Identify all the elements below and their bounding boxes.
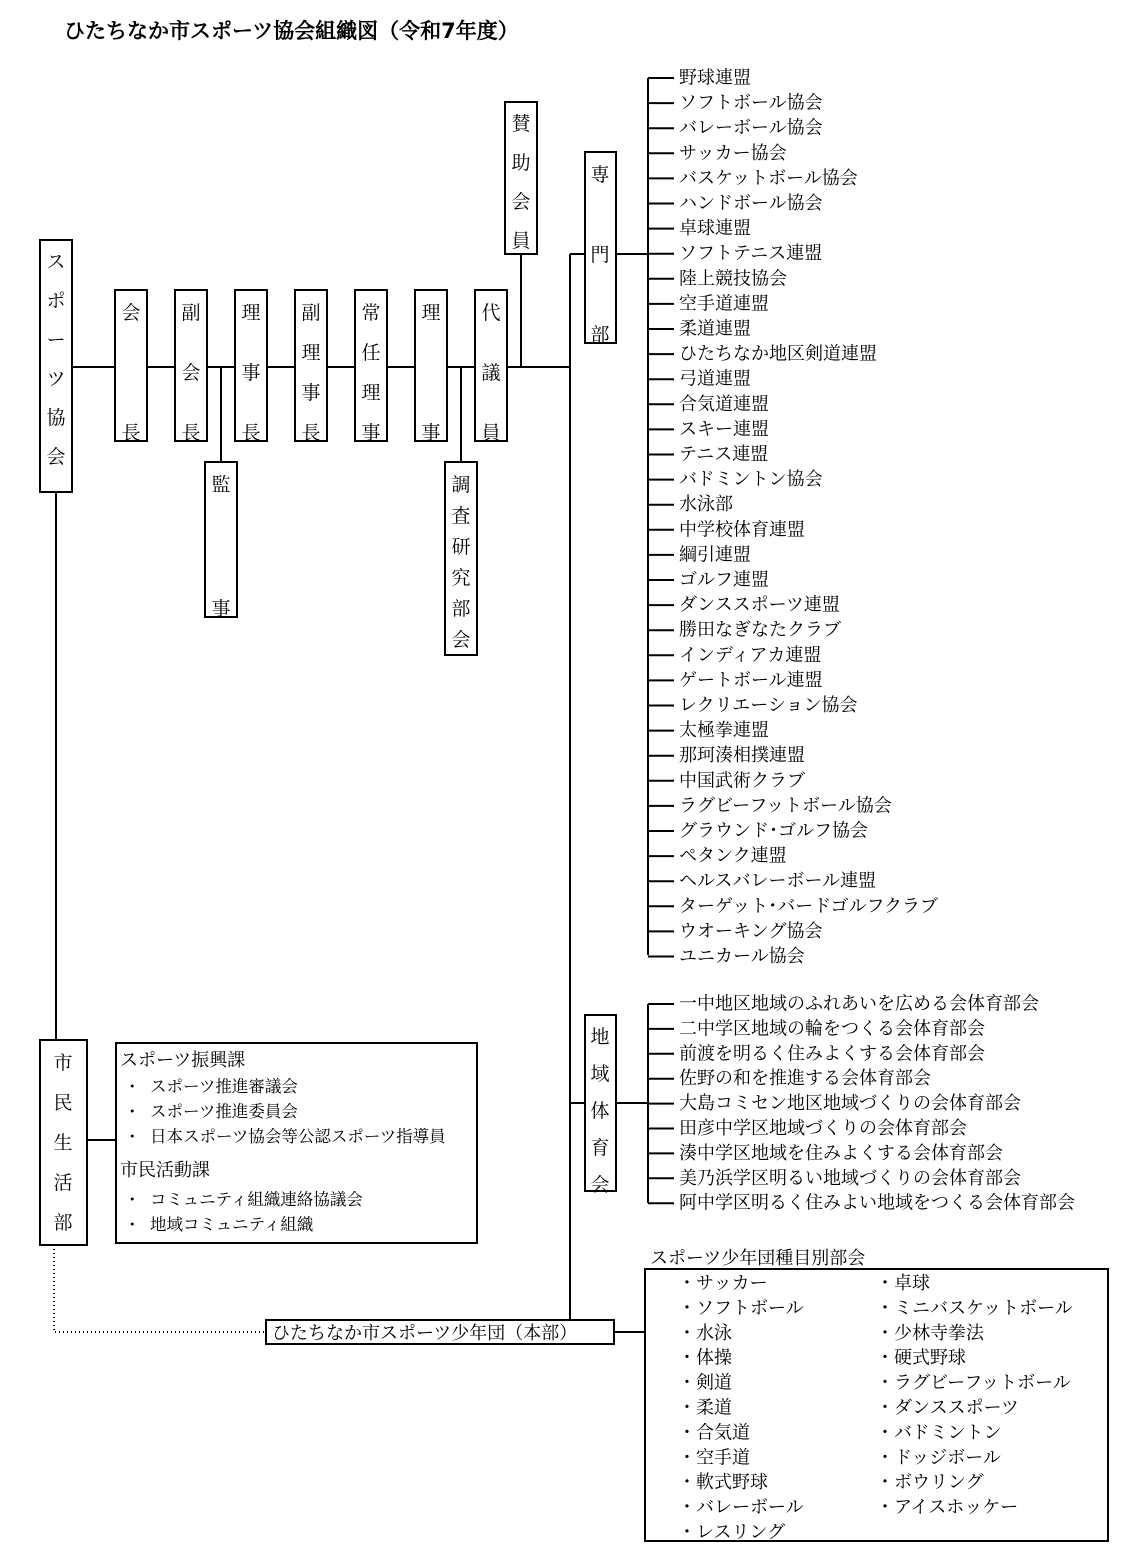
delegate-label: [481, 302, 500, 444]
regional-item: 美乃浜学区明るい地域づくりの会体育部会: [679, 1167, 1021, 1189]
research-committee-box: [445, 462, 477, 655]
specialty-item: ゲートボール連盟: [679, 669, 823, 691]
director-general-box: [235, 290, 267, 444]
specialty-item: レクリエーション協会: [679, 695, 858, 716]
specialty-item: 水泳部: [679, 494, 733, 516]
label-char: 任: [361, 342, 381, 364]
citizen-dept-box: [40, 1040, 87, 1245]
auditor-box: [205, 462, 237, 620]
label-char: 長: [121, 422, 141, 444]
director-box: [415, 290, 447, 444]
association-box: [40, 240, 72, 492]
vice-chairman-label: [181, 302, 200, 444]
label-char: 長: [181, 422, 201, 444]
specialty-item: 空手道連盟: [679, 293, 769, 315]
label-char: 長: [241, 422, 261, 444]
regional-list: [679, 994, 1075, 1214]
youth-sport-item: ・空手道: [678, 1447, 750, 1469]
label-char: ス: [46, 251, 66, 273]
specialty-item: サッカー協会: [679, 142, 787, 164]
bullet: ・: [124, 1190, 141, 1209]
vice-director-general-box: [295, 290, 327, 444]
regional-ticks: [648, 1004, 674, 1203]
label-char: 協: [46, 407, 66, 429]
regional-item: 二中学区地域の輪をつくる会体育部会: [679, 1018, 985, 1040]
vice-chairman-box: [175, 290, 207, 444]
specialty-item: 那珂湊相撲連盟: [679, 745, 805, 767]
youth-sport-item: ・ボウリング: [876, 1472, 984, 1494]
label-char: 事: [301, 382, 321, 404]
specialty-item: ラグビーフットボール協会: [679, 795, 892, 817]
specialty-item: ゴルフ連盟: [679, 569, 769, 591]
label-char: 常: [361, 302, 381, 324]
youth-sport-item: ・ラグビーフットボール: [876, 1372, 1071, 1394]
youth-sport-item: ・アイスホッケー: [876, 1497, 1019, 1519]
youth-sport-item: ・少林寺拳法: [876, 1322, 984, 1344]
specialty-item: バスケットボール協会: [679, 167, 858, 189]
youth-sport-item: ・軟式野球: [678, 1472, 768, 1494]
label-char: 調: [451, 474, 471, 496]
label-char: ポ: [46, 290, 66, 312]
chairman-box: [115, 290, 147, 444]
bullet: ・: [124, 1077, 141, 1096]
specialty-item: ペタンク連盟: [679, 845, 787, 867]
label-char: 監: [211, 474, 231, 496]
regional-item: 田彦中学区地域づくりの会体育部会: [679, 1118, 967, 1139]
label-char: 会: [511, 191, 531, 213]
bullet: ・: [124, 1215, 141, 1234]
specialty-item: 卓球連盟: [679, 218, 751, 240]
label-char: 会: [181, 362, 201, 384]
youth-hq-label: ひたちなか市スポーツ少年団（本部）: [272, 1323, 578, 1344]
specialty-item: ダンススポーツ連盟: [679, 594, 840, 616]
label-char: 事: [421, 422, 441, 444]
youth-sport-item: ・合気道: [678, 1422, 750, 1444]
label-char: 民: [53, 1092, 73, 1114]
youth-sport-item: ・剣道: [678, 1372, 732, 1394]
specialty-item: 綱引連盟: [679, 544, 751, 566]
label-char: 理: [361, 382, 381, 404]
label-char: 理: [421, 302, 441, 324]
label-char: 地: [590, 1026, 610, 1048]
specialty-item: ハンドボール協会: [679, 193, 823, 214]
youth-section-title: スポーツ少年団種目別部会: [650, 1248, 866, 1269]
delegate-box: [475, 290, 507, 444]
label-char: 助: [511, 152, 531, 174]
sports-division-item: 日本スポーツ協会等公認スポーツ指導員: [150, 1127, 446, 1146]
regional-item: 湊中学区地域を住みよくする会体育部会: [679, 1142, 1003, 1164]
specialty-list: [679, 68, 938, 968]
specialty-item: グラウンド･ゴルフ協会: [679, 820, 868, 842]
specialty-item: ひたちなか地区剣道連盟: [679, 343, 877, 365]
civic-division-title: 市民活動課: [120, 1160, 210, 1181]
label-char: 理: [301, 342, 321, 364]
supporting-member-box: [505, 102, 537, 254]
sports-division-title: スポーツ振興課: [120, 1050, 246, 1071]
specialty-item: ヘルスバレーボール連盟: [679, 870, 877, 892]
label-char: 賛: [511, 113, 531, 135]
youth-sport-item: ・体操: [678, 1347, 732, 1369]
label-char: 議: [481, 362, 501, 384]
label-char: 会: [46, 446, 66, 468]
youth-sport-item: ・サッカー: [678, 1273, 768, 1294]
youth-sport-item: ・ミニバスケットボール: [876, 1297, 1073, 1319]
label-char: ー: [46, 329, 66, 351]
label-char: 員: [511, 230, 531, 252]
label-char: 体: [590, 1100, 610, 1122]
youth-sport-item: ・バドミントン: [876, 1422, 1002, 1444]
youth-sport-item: ・水泳: [678, 1322, 732, 1344]
label-char: 域: [590, 1063, 610, 1085]
standing-director-box: [355, 290, 387, 444]
label-char: 理: [241, 302, 261, 324]
label-char: ツ: [46, 368, 66, 390]
label-char: 市: [53, 1052, 73, 1074]
bullet: ・: [124, 1102, 141, 1121]
specialty-item: ユニカール協会: [679, 946, 805, 967]
specialty-item: ソフトテニス連盟: [679, 243, 823, 265]
label-char: 部: [53, 1212, 73, 1234]
label-char: 研: [451, 536, 471, 558]
youth-hq-box: [266, 1320, 614, 1344]
regional-box: [585, 1015, 616, 1196]
youth-sport-item: ・ダンススポーツ: [876, 1397, 1019, 1419]
label-char: 活: [53, 1172, 73, 1194]
specialty-item: テニス連盟: [679, 444, 769, 465]
civic-division-item: コミュニティ組織連絡協議会: [150, 1190, 363, 1209]
youth-sport-item: ・卓球: [876, 1273, 930, 1294]
label-char: 部: [590, 324, 610, 346]
youth-sport-item: ・硬式野球: [876, 1347, 966, 1369]
specialty-item: 中国武術クラブ: [679, 770, 805, 792]
specialty-item: 弓道連盟: [679, 368, 751, 390]
divisions-panel: [116, 1043, 477, 1243]
label-char: 会: [451, 629, 471, 651]
label-char: 会: [121, 302, 141, 324]
specialty-item: インディアカ連盟: [679, 644, 822, 666]
regional-item: 一中地区地域のふれあいを広める会体育部会: [679, 993, 1039, 1015]
specialty-item: スキー連盟: [679, 418, 769, 440]
label-char: 副: [301, 302, 321, 324]
label-char: 長: [301, 422, 321, 444]
regional-item: 阿中学区明るく住みよい地域をつくる会体育部会: [679, 1192, 1075, 1214]
specialty-item: 太極拳連盟: [679, 720, 769, 742]
label-char: 生: [53, 1132, 73, 1154]
specialty-item: バドミントン協会: [679, 469, 823, 491]
sports-division-item: スポーツ推進委員会: [150, 1102, 298, 1121]
civic-division-item: 地域コミュニティ組織: [150, 1215, 314, 1234]
label-char: 副: [181, 302, 201, 324]
director-general-label: [241, 302, 260, 444]
label-char: 代: [481, 302, 501, 324]
youth-sport-item: ・ソフトボール: [678, 1297, 804, 1319]
youth-sport-item: ・バレーボール: [678, 1497, 804, 1519]
specialty-item: ソフトボール協会: [679, 92, 823, 114]
specialty-item: 勝田なぎなたクラブ: [679, 619, 841, 641]
label-char: 員: [481, 422, 501, 444]
specialty-item: 野球連盟: [679, 67, 751, 89]
specialty-item: バレーボール協会: [679, 117, 823, 139]
specialty-item: 合気道連盟: [679, 393, 769, 415]
youth-sport-item: ・ドッジボール: [876, 1447, 1001, 1469]
specialty-item: 中学校体育連盟: [679, 519, 805, 541]
specialty-item: ターゲット･バードゴルフクラブ: [679, 895, 939, 917]
sports-division-item: スポーツ推進審議会: [150, 1077, 298, 1096]
label-char: 事: [211, 598, 231, 620]
label-char: 部: [451, 598, 471, 620]
label-char: 育: [590, 1137, 610, 1159]
youth-sport-item: ・レスリング: [678, 1522, 786, 1543]
regional-item: 大島コミセン地区地域づくりの会体育部会: [679, 1093, 1021, 1115]
label-char: 門: [590, 244, 610, 266]
chart-title: ひたちなか市スポーツ協会組織図（令和7年度）: [64, 19, 519, 43]
specialty-item: 陸上競技協会: [679, 268, 787, 290]
bullet: ・: [124, 1127, 141, 1146]
regional-item: 佐野の和を推進する会体育部会: [679, 1068, 931, 1090]
label-char: 事: [241, 362, 261, 384]
label-char: 究: [451, 567, 471, 589]
label-char: 会: [590, 1174, 610, 1196]
specialty-box: [585, 152, 616, 346]
label-char: 査: [451, 505, 471, 527]
youth-sport-item: ・柔道: [678, 1397, 732, 1419]
regional-item: 前渡を明るく住みよくする会体育部会: [679, 1043, 985, 1065]
label-char: 専: [590, 164, 610, 186]
specialty-item: 柔道連盟: [679, 318, 751, 340]
label-char: 事: [361, 422, 381, 444]
specialty-item: ウオーキング協会: [679, 920, 823, 942]
specialty-ticks: [648, 78, 674, 957]
